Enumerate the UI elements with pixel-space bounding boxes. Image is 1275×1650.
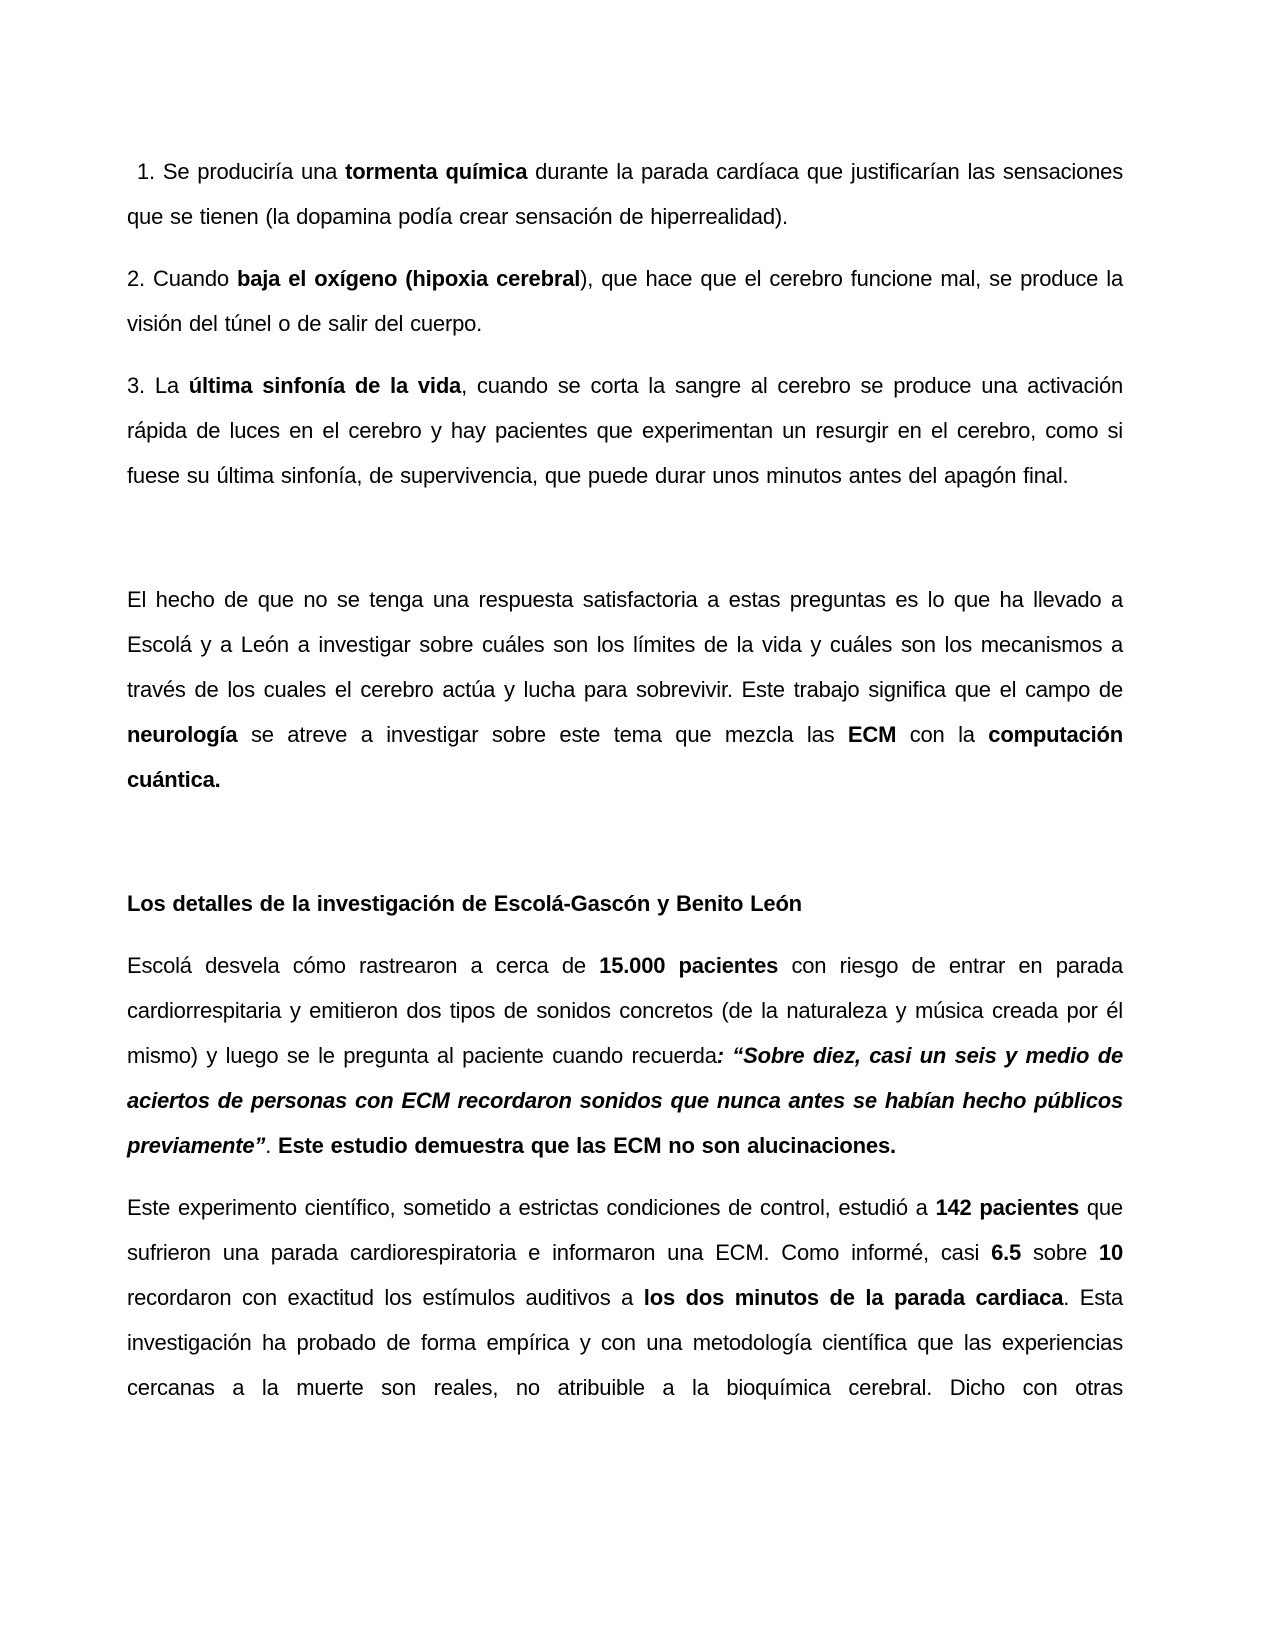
paragraph-study-details [127, 943, 1123, 1168]
text-run: que sufrieron una parada cardiorespiratoria e informaron una ECM. Como informé, casi [127, 1195, 1123, 1265]
text-run: neurología [127, 722, 238, 747]
text-run: Los detalles de la investigación de Escolá-Gascón y Benito León [127, 891, 802, 916]
text-run: El hecho de que no se tenga una respuesta satisfactoria a estas preguntas es lo que ha llevado a Escolá y a León a investigar sobre cuáles son los límites de la vida y cuáles son los mecanismos a través de los cuales el cerebro actúa y lucha para sobrevivir. Este trabajo significa que el campo de [127, 587, 1123, 702]
text-run: : “Sobre diez, casi un seis y medio de aciertos de personas con ECM recordaron sonidos que nunca antes se habían hecho públicos previamente” [127, 1043, 1123, 1158]
list-item-3 [127, 363, 1123, 498]
blank-line-1 [127, 515, 1123, 560]
text-run: 2. Cuando [127, 266, 237, 291]
document-body [127, 149, 1123, 1410]
text-run: , cuando se corta la sangre al cerebro se produce una activación rápida de luces en el cerebro y hay pacientes que experimentan un resurgir en el cerebro, como si fuese su última sinfonía, de supervivencia, que puede durar unos minutos antes del apagón final. [127, 373, 1124, 488]
text-run: se atreve a investigar sobre este tema que mezcla las [237, 722, 848, 747]
text-run: . [265, 1133, 279, 1158]
text-run: sobre [1021, 1240, 1099, 1265]
list-item-1 [127, 149, 1123, 239]
text-run: ECM [847, 722, 897, 747]
text-run: baja el oxígeno (hipoxia cerebral [236, 266, 581, 291]
text-run: Escolá desvela cómo rastrearon a cerca de [127, 953, 600, 978]
text-run: 6.5 [991, 1240, 1022, 1265]
text-run: Este estudio demuestra que las ECM no son alucinaciones. [278, 1133, 896, 1158]
paragraph-research-motivation [127, 577, 1123, 802]
text-run: con la [896, 722, 989, 747]
text-run: tormenta química [345, 159, 528, 184]
text-run: Este experimento científico, sometido a estrictas condiciones de control, estudió a [127, 1195, 936, 1220]
text-run: 10 [1098, 1240, 1123, 1265]
paragraph-experiment [127, 1185, 1123, 1410]
text-run: 142 pacientes [935, 1195, 1080, 1220]
section-heading [127, 881, 1123, 926]
text-run: 3. La [127, 373, 189, 398]
list-item-2 [127, 256, 1123, 346]
blank-line-2 [127, 819, 1123, 864]
text-run: ), que hace que el cerebro funcione mal, se produce la visión del túnel o de salir del cuerpo. [127, 266, 1123, 336]
text-run: recordaron con exactitud los estímulos auditivos a [127, 1285, 644, 1310]
text-run: los dos minutos de la parada cardiaca [643, 1285, 1064, 1310]
text-run: con riesgo de entrar en parada cardiorrespitaria y emitieron dos tipos de sonidos concretos (de la naturaleza y música creada por él mismo) y luego se le pregunta al paciente cuando recuerda [127, 953, 1123, 1068]
text-run: 15.000 pacientes [599, 953, 779, 978]
text-run: . Esta investigación ha probado de forma empírica y con una metodología científica que las experiencias cercanas a la muerte son reales, no atribuible a la bioquímica cerebral. Dicho con otras [127, 1285, 1123, 1400]
text-run: durante la parada cardíaca que justificarían las sensaciones que se tienen (la dopamina podía crear sensación de hiperrealidad). [127, 159, 1124, 229]
text-run: computación cuántica. [127, 722, 1123, 792]
text-run: 1. Se produciría una [137, 159, 346, 184]
text-run: última sinfonía de la vida [188, 373, 462, 398]
